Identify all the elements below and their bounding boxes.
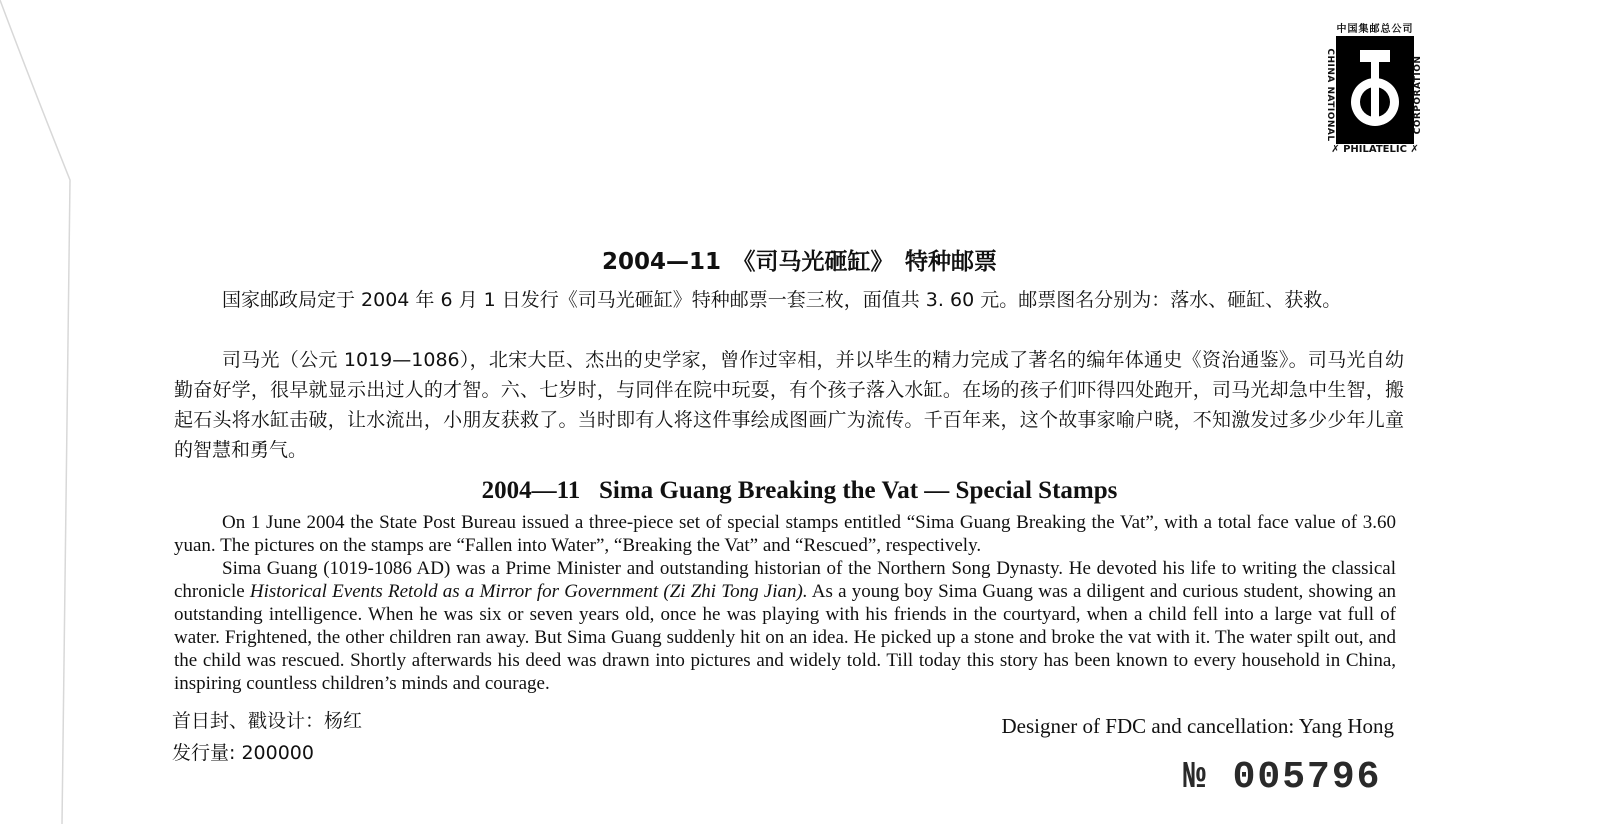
logo-left-text: CHINA NATIONAL <box>1325 48 1335 142</box>
book-title-italic: Historical Events Retold as a Mirror for Government (Zi Zhi Tong Jian). <box>249 581 808 602</box>
english-title: 2004—11 Sima Guang Breaking the Vat — Special Stamps <box>481 477 1118 504</box>
serial-number: № 005796 <box>1183 756 1382 799</box>
chinese-title: 2004—11 《司马光砸缸》 特种邮票 <box>601 249 998 275</box>
logo-bottom-text: ✗ PHILATELIC ✗ <box>1331 144 1419 155</box>
logo-cn-name: 中国集邮总公司 <box>1336 24 1414 35</box>
logo-right-text: CORPORATION <box>1413 55 1423 135</box>
english-paragraph-2-start: Sima Guang (1019-1086 AD) was a Prime Minister and outstanding historian of the Northern Song Dynasty. He devoted his life to writing the classical chronicle <box>174 558 1396 602</box>
chinese-paragraph-2: 司马光（公元 1019—1086），北宋大臣、杰出的史学家，曾作过宰相，并以毕生的精力完成了著名的编年体通史《资治通鉴》。司马光自幼勤奋好学，很早就显示出过人的才智。六、七岁时，与同伴在院中玩耍，有个孩子落入水缸。在场的孩子们吓得四处跑开，司马光却急中生智，搬起石头将水缸击破，让水流出，小朋友获救了。当时即有人将这件事绘成图画广为流传。千百年来，这个故事家喻户晓，不知激发过多少少年儿童的智慧和勇气。 <box>174 349 1404 461</box>
designer-english: Designer of FDC and cancellation: Yang Hong <box>1001 714 1394 738</box>
issue-quantity: 发行量: 200000 <box>172 742 314 764</box>
english-paragraph-1: On 1 June 2004 the State Post Bureau issued a three-piece set of special stamps entitled “Sima Guang Breaking the Vat”, with a total face value of 3.60 yuan. The pictures on the stamps are “Fallen into Water”, “Breaking the Vat” and “Rescued”, respectively. <box>174 512 1396 556</box>
english-paragraph-2 <box>174 557 1396 695</box>
china-national-philatelic-corporation-logo <box>1320 20 1430 160</box>
philatelic-emblem-icon <box>1336 36 1414 144</box>
chinese-paragraph-1: 国家邮政局定于 2004 年 6 月 1 日发行《司马光砸缸》特种邮票一套三枚，面值共 3. 60 元。邮票图名分别为：落水、砸缸、获救。 <box>222 289 1342 311</box>
designer-chinese: 首日封、戳设计：杨红 <box>172 710 363 732</box>
english-paragraph-2-rest: As a young boy Sima Guang was a diligent and curious student, showing an outstanding intelligence. When he was six or seven years old, once he was playing with his friends in the courtyard, when a child fell into a large vat full of water. Frightened, the other children ran away. But Sima Guang suddenly hit on an idea. He picked up a stone and broke the vat with it. The water spilt out, and the child was rescued. Shortly afterwards his deed was drawn into pictures and widely told. Till today this story has been known to every household in China, inspiring countless children’s minds and courage. <box>174 581 1396 694</box>
envelope-flap-edge <box>0 0 80 824</box>
